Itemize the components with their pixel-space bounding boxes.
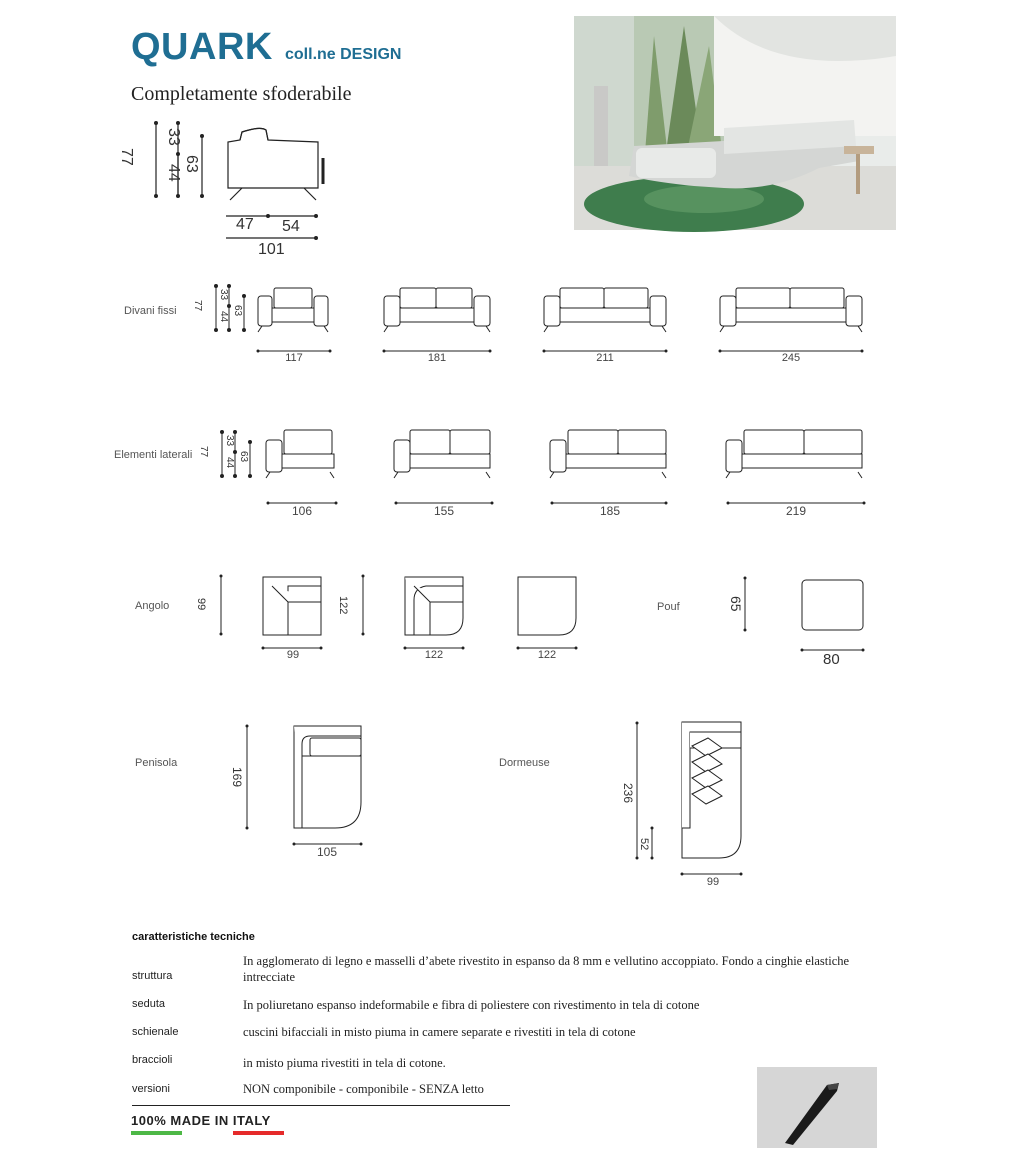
pouf-dim-h: 65 <box>728 596 744 612</box>
pouf-dim-w: 80 <box>823 651 840 668</box>
dim-seat-height: 44 <box>165 164 182 182</box>
dim-seat-depth: 47 <box>236 216 254 233</box>
dim-arm-height: 63 <box>183 155 200 173</box>
row-label-divani-fissi: Divani fissi <box>124 305 177 317</box>
spec-key-schienale: schienale <box>132 1026 179 1038</box>
dim-total-depth: 101 <box>258 241 285 258</box>
row-label-penisola: Penisola <box>135 757 178 769</box>
spec-value-struttura: In agglomerato di legno e masselli d’abete rivestito in espanso da 8 mm e vellutino accoppiato. Fondo a cinghie elastiche intrecciate <box>243 954 850 984</box>
flag-red-bar <box>233 1131 284 1135</box>
collection-label: coll.ne DESIGN <box>285 46 402 63</box>
laterali-width-3: 185 <box>599 504 621 518</box>
divani-fissi-drawings <box>250 284 880 356</box>
divani-width-2: 181 <box>427 352 447 364</box>
pouf-drawing <box>735 575 875 657</box>
row-label-dormeuse: Dormeuse <box>499 757 550 769</box>
divani-width-4: 245 <box>781 352 801 364</box>
penisola-dim-w: 105 <box>316 845 338 859</box>
spec-key-braccioli: braccioli <box>132 1054 173 1066</box>
laterali-dim-seat-height: 44 <box>224 457 235 469</box>
dim-back-depth: 54 <box>282 218 300 235</box>
page-subtitle: Completamente sfoderabile <box>131 83 352 105</box>
dim-total-height: 77 <box>118 148 135 166</box>
spec-value-seduta: In poliuretano espanso indeformabile e fibra di poliestere con rivestimento in tela di cotone <box>243 998 700 1012</box>
row-label-elementi-laterali: Elementi laterali <box>114 449 193 461</box>
laterali-dim-arm-height: 63 <box>238 451 249 463</box>
spec-value-braccioli: in misto piuma rivestiti in tela di cotone. <box>243 1056 446 1070</box>
penisola-drawing <box>240 722 370 852</box>
divani-dim-arm-height: 63 <box>232 305 243 317</box>
elementi-laterali-drawings <box>260 426 880 508</box>
spec-key-struttura: struttura <box>132 970 173 982</box>
divani-height-diagram <box>206 282 256 334</box>
angolo-drawings <box>216 574 596 654</box>
penisola-dim-h: 169 <box>230 767 244 788</box>
specs-title: caratteristiche tecniche <box>132 931 255 943</box>
brand-title: QUARK <box>131 26 273 68</box>
divani-dim-seat-to-arm: 33 <box>218 289 229 301</box>
spec-key-versioni: versioni <box>132 1083 170 1095</box>
spec-value-versioni: NON componibile - componibile - SENZA letto <box>243 1082 484 1096</box>
divani-width-1: 117 <box>285 352 303 364</box>
angolo-dim-w-round: 122 <box>537 649 557 661</box>
dim-seat-to-arm: 33 <box>165 128 182 146</box>
laterali-dim-total-height: 77 <box>198 446 209 458</box>
angolo-dim-w-large: 122 <box>424 649 444 661</box>
product-photo <box>574 16 896 230</box>
laterali-height-diagram <box>212 428 262 480</box>
laterali-width-4: 219 <box>785 504 807 518</box>
dormeuse-dim-h2: 52 <box>638 838 650 851</box>
angolo-dim-h-large: 122 <box>337 596 349 615</box>
spec-value-schienale: cuscini bifacciali in misto piuma in camere separate e rivestiti in tela di cotone <box>243 1025 636 1039</box>
divani-width-3: 211 <box>596 352 614 364</box>
leg-photo <box>757 1067 877 1148</box>
dormeuse-dim-h: 236 <box>621 783 635 804</box>
laterali-dim-seat-to-arm: 33 <box>224 435 235 447</box>
made-in-italy-label: 100% MADE IN ITALY <box>131 1113 271 1128</box>
divider-line <box>132 1105 510 1106</box>
laterali-width-2: 155 <box>433 504 455 518</box>
angolo-dim-w-small: 99 <box>286 649 300 661</box>
row-label-angolo: Angolo <box>135 600 170 612</box>
dormeuse-drawing <box>630 718 750 882</box>
divani-dim-seat-height: 44 <box>218 311 229 323</box>
spec-key-seduta: seduta <box>132 998 166 1010</box>
angolo-dim-h-small: 99 <box>195 598 207 611</box>
flag-green-bar <box>131 1131 182 1135</box>
divani-dim-total-height: 77 <box>192 300 203 312</box>
laterali-width-1: 106 <box>291 504 313 518</box>
row-label-pouf: Pouf <box>657 601 680 613</box>
main-profile-diagram <box>130 118 330 258</box>
dormeuse-dim-w: 99 <box>706 876 720 888</box>
